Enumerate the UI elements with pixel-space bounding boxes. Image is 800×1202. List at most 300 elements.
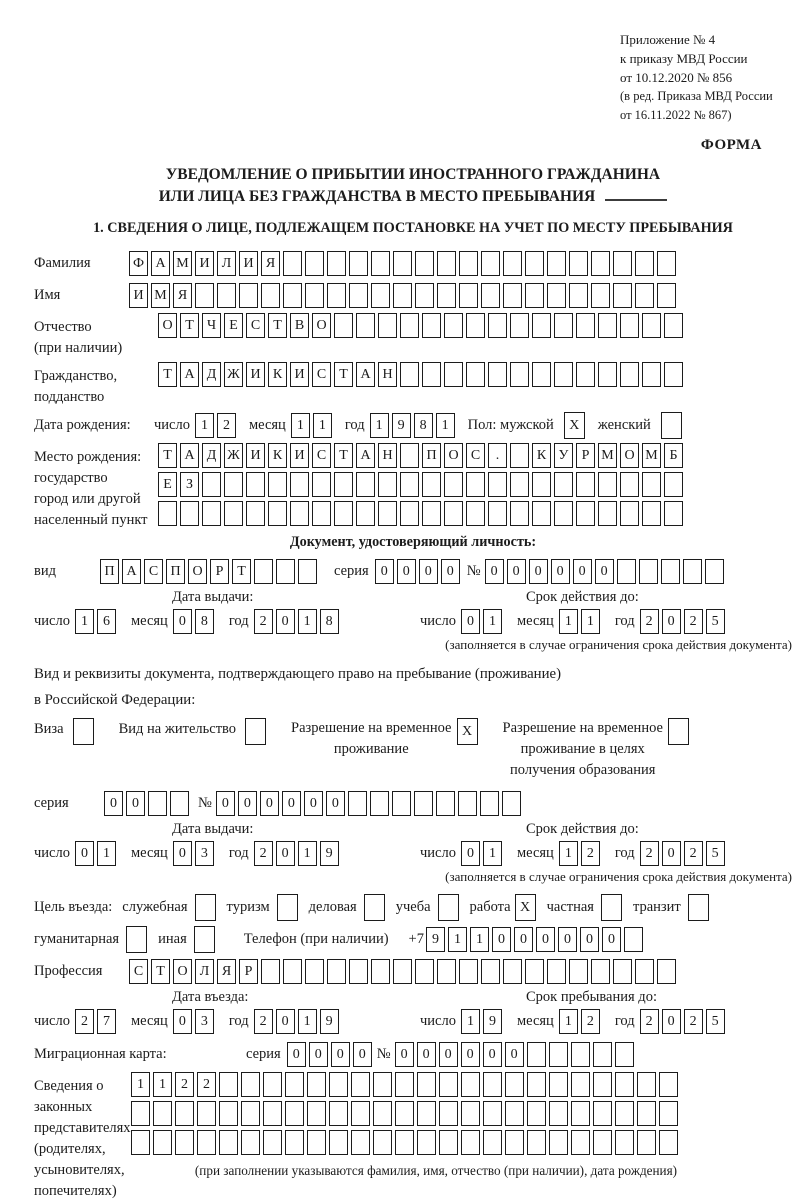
char-box[interactable]: Т — [158, 443, 177, 468]
char-box[interactable] — [635, 251, 654, 276]
char-box[interactable] — [569, 959, 588, 984]
char-box[interactable]: С — [466, 443, 485, 468]
char-box[interactable] — [620, 501, 639, 526]
char-box[interactable]: 2 — [75, 1009, 94, 1034]
char-box[interactable]: Т — [232, 559, 251, 584]
char-box[interactable] — [657, 959, 676, 984]
char-box[interactable] — [348, 791, 367, 816]
char-box[interactable]: 1 — [370, 413, 389, 438]
char-box[interactable]: Е — [158, 472, 177, 497]
char-box[interactable] — [349, 959, 368, 984]
char-box[interactable] — [659, 1072, 678, 1097]
char-box[interactable] — [527, 1072, 546, 1097]
char-box[interactable] — [170, 791, 189, 816]
char-box[interactable] — [371, 251, 390, 276]
char-box[interactable] — [547, 283, 566, 308]
char-box[interactable]: 1 — [436, 413, 455, 438]
temp-residence-checkbox[interactable]: X — [457, 718, 478, 745]
char-box[interactable]: 0 — [282, 791, 301, 816]
char-box[interactable] — [657, 283, 676, 308]
char-box[interactable] — [657, 251, 676, 276]
char-box[interactable] — [298, 559, 317, 584]
char-box[interactable]: 8 — [195, 609, 214, 634]
char-box[interactable]: 1 — [581, 609, 600, 634]
char-box[interactable] — [591, 283, 610, 308]
char-box[interactable] — [664, 362, 683, 387]
char-box[interactable]: 1 — [483, 609, 502, 634]
char-box[interactable] — [503, 959, 522, 984]
char-box[interactable]: М — [173, 251, 192, 276]
char-box[interactable]: С — [312, 443, 331, 468]
char-box[interactable] — [659, 1130, 678, 1155]
char-box[interactable] — [461, 1072, 480, 1097]
char-box[interactable] — [393, 283, 412, 308]
char-box[interactable] — [488, 501, 507, 526]
char-box[interactable]: 0 — [276, 841, 295, 866]
purpose-private-checkbox[interactable] — [601, 894, 622, 921]
char-box[interactable]: И — [290, 362, 309, 387]
char-box[interactable]: О — [312, 313, 331, 338]
char-box[interactable]: 0 — [492, 927, 511, 952]
representatives-row1-boxes[interactable] — [131, 1072, 681, 1097]
char-box[interactable] — [591, 251, 610, 276]
char-box[interactable]: Р — [576, 443, 595, 468]
char-box[interactable] — [415, 251, 434, 276]
char-box[interactable] — [532, 362, 551, 387]
char-box[interactable] — [356, 501, 375, 526]
char-box[interactable] — [131, 1101, 150, 1126]
char-box[interactable] — [635, 283, 654, 308]
char-box[interactable]: М — [598, 443, 617, 468]
char-box[interactable] — [554, 472, 573, 497]
char-box[interactable]: Е — [224, 313, 243, 338]
char-box[interactable]: 1 — [298, 1009, 317, 1034]
char-box[interactable]: У — [554, 443, 573, 468]
char-box[interactable] — [371, 283, 390, 308]
char-box[interactable]: 0 — [580, 927, 599, 952]
char-box[interactable] — [444, 501, 463, 526]
char-box[interactable] — [180, 501, 199, 526]
char-box[interactable] — [268, 472, 287, 497]
char-box[interactable] — [373, 1130, 392, 1155]
char-box[interactable]: К — [268, 443, 287, 468]
res-series-boxes[interactable] — [104, 791, 192, 816]
char-box[interactable] — [510, 501, 529, 526]
char-box[interactable] — [664, 313, 683, 338]
purpose-study-checkbox[interactable] — [438, 894, 459, 921]
char-box[interactable] — [549, 1042, 568, 1067]
char-box[interactable]: 1 — [195, 413, 214, 438]
char-box[interactable] — [334, 313, 353, 338]
char-box[interactable] — [422, 313, 441, 338]
char-box[interactable] — [202, 472, 221, 497]
char-box[interactable] — [532, 313, 551, 338]
stay-year-boxes[interactable] — [640, 1009, 728, 1034]
char-box[interactable] — [307, 1101, 326, 1126]
char-box[interactable] — [613, 959, 632, 984]
char-box[interactable]: 1 — [153, 1072, 172, 1097]
visa-checkbox[interactable] — [73, 718, 94, 745]
char-box[interactable]: 1 — [483, 841, 502, 866]
char-box[interactable] — [488, 362, 507, 387]
char-box[interactable] — [525, 283, 544, 308]
char-box[interactable] — [305, 283, 324, 308]
birth-place-row2-boxes[interactable] — [158, 472, 686, 497]
char-box[interactable]: О — [188, 559, 207, 584]
char-box[interactable]: Р — [210, 559, 229, 584]
stay-day-boxes[interactable] — [461, 1009, 505, 1034]
id-kind-boxes[interactable] — [100, 559, 320, 584]
char-box[interactable]: С — [246, 313, 265, 338]
char-box[interactable]: 1 — [298, 609, 317, 634]
char-box[interactable]: Т — [180, 313, 199, 338]
char-box[interactable]: В — [290, 313, 309, 338]
char-box[interactable]: 1 — [559, 609, 578, 634]
char-box[interactable]: 0 — [485, 559, 504, 584]
patronymic-boxes[interactable] — [158, 313, 686, 338]
char-box[interactable] — [659, 1101, 678, 1126]
char-box[interactable] — [503, 283, 522, 308]
char-box[interactable] — [664, 501, 683, 526]
char-box[interactable]: Ч — [202, 313, 221, 338]
char-box[interactable] — [158, 501, 177, 526]
id-valid-day-boxes[interactable] — [461, 609, 505, 634]
id-number-boxes[interactable] — [485, 559, 727, 584]
char-box[interactable]: 0 — [662, 1009, 681, 1034]
char-box[interactable] — [422, 501, 441, 526]
char-box[interactable] — [283, 283, 302, 308]
char-box[interactable]: 1 — [97, 841, 116, 866]
purpose-other-checkbox[interactable] — [194, 926, 215, 953]
char-box[interactable] — [175, 1130, 194, 1155]
char-box[interactable] — [327, 251, 346, 276]
char-box[interactable] — [571, 1130, 590, 1155]
purpose-humanitarian-checkbox[interactable] — [126, 926, 147, 953]
char-box[interactable]: С — [129, 959, 148, 984]
char-box[interactable]: 7 — [97, 1009, 116, 1034]
char-box[interactable] — [466, 472, 485, 497]
char-box[interactable] — [481, 959, 500, 984]
char-box[interactable]: 0 — [104, 791, 123, 816]
char-box[interactable]: 1 — [131, 1072, 150, 1097]
stay-month-boxes[interactable] — [559, 1009, 603, 1034]
char-box[interactable]: 5 — [706, 609, 725, 634]
char-box[interactable]: 2 — [684, 1009, 703, 1034]
char-box[interactable] — [378, 501, 397, 526]
char-box[interactable]: 0 — [461, 841, 480, 866]
char-box[interactable] — [312, 472, 331, 497]
char-box[interactable]: Т — [158, 362, 177, 387]
char-box[interactable]: 9 — [320, 1009, 339, 1034]
char-box[interactable] — [290, 472, 309, 497]
char-box[interactable] — [439, 1072, 458, 1097]
char-box[interactable]: 3 — [195, 1009, 214, 1034]
char-box[interactable]: 0 — [558, 927, 577, 952]
char-box[interactable] — [637, 1130, 656, 1155]
char-box[interactable] — [444, 313, 463, 338]
char-box[interactable] — [598, 313, 617, 338]
char-box[interactable]: 3 — [195, 841, 214, 866]
char-box[interactable] — [283, 959, 302, 984]
char-box[interactable]: Я — [217, 959, 236, 984]
char-box[interactable]: 9 — [320, 841, 339, 866]
char-box[interactable] — [637, 1072, 656, 1097]
char-box[interactable] — [422, 362, 441, 387]
char-box[interactable]: Я — [173, 283, 192, 308]
char-box[interactable] — [246, 501, 265, 526]
char-box[interactable]: 1 — [313, 413, 332, 438]
char-box[interactable]: 1 — [559, 1009, 578, 1034]
char-box[interactable] — [461, 1101, 480, 1126]
char-box[interactable] — [615, 1042, 634, 1067]
char-box[interactable] — [554, 362, 573, 387]
char-box[interactable]: 0 — [514, 927, 533, 952]
char-box[interactable] — [613, 251, 632, 276]
char-box[interactable]: 2 — [684, 841, 703, 866]
char-box[interactable] — [466, 362, 485, 387]
char-box[interactable] — [254, 559, 273, 584]
char-box[interactable] — [525, 959, 544, 984]
char-box[interactable] — [617, 559, 636, 584]
char-box[interactable] — [459, 283, 478, 308]
birth-place-row1-boxes[interactable] — [158, 443, 686, 468]
char-box[interactable] — [439, 1130, 458, 1155]
char-box[interactable] — [263, 1101, 282, 1126]
char-box[interactable]: Ж — [224, 362, 243, 387]
char-box[interactable]: 0 — [662, 841, 681, 866]
char-box[interactable] — [219, 1072, 238, 1097]
char-box[interactable] — [356, 313, 375, 338]
char-box[interactable] — [400, 313, 419, 338]
char-box[interactable]: 0 — [507, 559, 526, 584]
name-boxes[interactable] — [129, 283, 679, 308]
char-box[interactable] — [488, 313, 507, 338]
char-box[interactable]: П — [100, 559, 119, 584]
char-box[interactable] — [444, 472, 463, 497]
char-box[interactable] — [414, 791, 433, 816]
char-box[interactable] — [351, 1072, 370, 1097]
char-box[interactable]: 1 — [75, 609, 94, 634]
char-box[interactable] — [305, 251, 324, 276]
representatives-row2-boxes[interactable] — [131, 1101, 681, 1126]
char-box[interactable] — [197, 1101, 216, 1126]
char-box[interactable]: 1 — [470, 927, 489, 952]
char-box[interactable] — [395, 1072, 414, 1097]
id-issue-day-boxes[interactable] — [75, 609, 119, 634]
char-box[interactable] — [571, 1042, 590, 1067]
char-box[interactable] — [327, 283, 346, 308]
char-box[interactable] — [642, 501, 661, 526]
char-box[interactable] — [400, 443, 419, 468]
char-box[interactable] — [285, 1101, 304, 1126]
char-box[interactable] — [417, 1101, 436, 1126]
char-box[interactable] — [334, 501, 353, 526]
char-box[interactable] — [635, 959, 654, 984]
char-box[interactable]: 0 — [304, 791, 323, 816]
char-box[interactable]: 0 — [75, 841, 94, 866]
char-box[interactable] — [283, 251, 302, 276]
char-box[interactable] — [261, 283, 280, 308]
char-box[interactable] — [290, 501, 309, 526]
char-box[interactable] — [527, 1101, 546, 1126]
char-box[interactable]: 2 — [217, 413, 236, 438]
char-box[interactable]: 0 — [353, 1042, 372, 1067]
char-box[interactable]: Р — [239, 959, 258, 984]
char-box[interactable] — [175, 1101, 194, 1126]
char-box[interactable]: З — [180, 472, 199, 497]
char-box[interactable] — [334, 472, 353, 497]
char-box[interactable]: Ф — [129, 251, 148, 276]
char-box[interactable] — [483, 1101, 502, 1126]
char-box[interactable] — [393, 251, 412, 276]
char-box[interactable] — [437, 251, 456, 276]
char-box[interactable] — [329, 1101, 348, 1126]
char-box[interactable]: 0 — [397, 559, 416, 584]
char-box[interactable] — [569, 251, 588, 276]
char-box[interactable]: 2 — [640, 609, 659, 634]
char-box[interactable] — [444, 362, 463, 387]
char-box[interactable] — [436, 791, 455, 816]
char-box[interactable]: 2 — [197, 1072, 216, 1097]
surname-boxes[interactable] — [129, 251, 679, 276]
char-box[interactable]: 2 — [254, 841, 273, 866]
char-box[interactable] — [241, 1101, 260, 1126]
representatives-row3-boxes[interactable] — [131, 1130, 681, 1155]
char-box[interactable] — [371, 959, 390, 984]
char-box[interactable]: 0 — [173, 1009, 192, 1034]
char-box[interactable]: 0 — [395, 1042, 414, 1067]
char-box[interactable]: 0 — [238, 791, 257, 816]
char-box[interactable]: 5 — [706, 841, 725, 866]
char-box[interactable] — [502, 791, 521, 816]
char-box[interactable]: П — [422, 443, 441, 468]
char-box[interactable]: 0 — [461, 1042, 480, 1067]
char-box[interactable] — [547, 251, 566, 276]
char-box[interactable] — [639, 559, 658, 584]
char-box[interactable] — [532, 472, 551, 497]
char-box[interactable] — [683, 559, 702, 584]
char-box[interactable] — [593, 1130, 612, 1155]
char-box[interactable]: 0 — [595, 559, 614, 584]
char-box[interactable] — [576, 472, 595, 497]
char-box[interactable]: Д — [202, 443, 221, 468]
res-valid-day-boxes[interactable] — [461, 841, 505, 866]
char-box[interactable]: К — [268, 362, 287, 387]
char-box[interactable] — [131, 1130, 150, 1155]
char-box[interactable] — [615, 1130, 634, 1155]
char-box[interactable]: 1 — [448, 927, 467, 952]
char-box[interactable]: А — [122, 559, 141, 584]
char-box[interactable] — [202, 501, 221, 526]
char-box[interactable] — [705, 559, 724, 584]
char-box[interactable] — [466, 501, 485, 526]
res-number-boxes[interactable] — [216, 791, 524, 816]
birth-month-boxes[interactable] — [291, 413, 335, 438]
char-box[interactable] — [505, 1130, 524, 1155]
char-box[interactable]: Т — [151, 959, 170, 984]
char-box[interactable] — [437, 283, 456, 308]
char-box[interactable]: А — [356, 362, 375, 387]
char-box[interactable]: 2 — [640, 1009, 659, 1034]
char-box[interactable]: Н — [378, 362, 397, 387]
char-box[interactable] — [305, 959, 324, 984]
char-box[interactable] — [593, 1072, 612, 1097]
char-box[interactable]: 5 — [706, 1009, 725, 1034]
char-box[interactable]: 0 — [662, 609, 681, 634]
char-box[interactable] — [395, 1101, 414, 1126]
char-box[interactable] — [307, 1130, 326, 1155]
char-box[interactable] — [349, 251, 368, 276]
char-box[interactable]: 9 — [426, 927, 445, 952]
char-box[interactable]: О — [444, 443, 463, 468]
char-box[interactable]: Ж — [224, 443, 243, 468]
char-box[interactable] — [503, 251, 522, 276]
entry-day-boxes[interactable] — [75, 1009, 119, 1034]
char-box[interactable] — [307, 1072, 326, 1097]
id-valid-year-boxes[interactable] — [640, 609, 728, 634]
char-box[interactable] — [327, 959, 346, 984]
birth-place-row3-boxes[interactable] — [158, 501, 686, 526]
char-box[interactable]: С — [312, 362, 331, 387]
char-box[interactable]: 0 — [309, 1042, 328, 1067]
char-box[interactable] — [459, 251, 478, 276]
char-box[interactable] — [329, 1130, 348, 1155]
char-box[interactable] — [483, 1130, 502, 1155]
char-box[interactable] — [285, 1130, 304, 1155]
char-box[interactable] — [261, 959, 280, 984]
char-box[interactable] — [224, 472, 243, 497]
char-box[interactable] — [525, 251, 544, 276]
char-box[interactable]: 2 — [640, 841, 659, 866]
purpose-tourism-checkbox[interactable] — [277, 894, 298, 921]
purpose-business-checkbox[interactable] — [364, 894, 385, 921]
char-box[interactable] — [415, 959, 434, 984]
char-box[interactable] — [461, 1130, 480, 1155]
char-box[interactable] — [554, 313, 573, 338]
char-box[interactable]: 0 — [260, 791, 279, 816]
char-box[interactable]: А — [356, 443, 375, 468]
char-box[interactable] — [569, 283, 588, 308]
char-box[interactable]: О — [158, 313, 177, 338]
char-box[interactable] — [395, 1130, 414, 1155]
char-box[interactable]: 2 — [254, 609, 273, 634]
char-box[interactable] — [480, 791, 499, 816]
char-box[interactable]: 1 — [461, 1009, 480, 1034]
char-box[interactable] — [195, 283, 214, 308]
char-box[interactable] — [620, 472, 639, 497]
char-box[interactable] — [624, 927, 643, 952]
char-box[interactable] — [598, 472, 617, 497]
res-issue-day-boxes[interactable] — [75, 841, 119, 866]
char-box[interactable] — [356, 472, 375, 497]
char-box[interactable] — [153, 1130, 172, 1155]
char-box[interactable] — [593, 1101, 612, 1126]
char-box[interactable]: 2 — [254, 1009, 273, 1034]
char-box[interactable]: 2 — [581, 1009, 600, 1034]
char-box[interactable]: С — [144, 559, 163, 584]
char-box[interactable] — [642, 313, 661, 338]
char-box[interactable]: 0 — [441, 559, 460, 584]
char-box[interactable]: Л — [217, 251, 236, 276]
char-box[interactable]: 0 — [173, 841, 192, 866]
phone-boxes[interactable] — [426, 927, 646, 952]
char-box[interactable] — [661, 559, 680, 584]
char-box[interactable]: 9 — [483, 1009, 502, 1034]
entry-year-boxes[interactable] — [254, 1009, 342, 1034]
char-box[interactable]: 2 — [175, 1072, 194, 1097]
char-box[interactable]: О — [620, 443, 639, 468]
char-box[interactable] — [219, 1101, 238, 1126]
